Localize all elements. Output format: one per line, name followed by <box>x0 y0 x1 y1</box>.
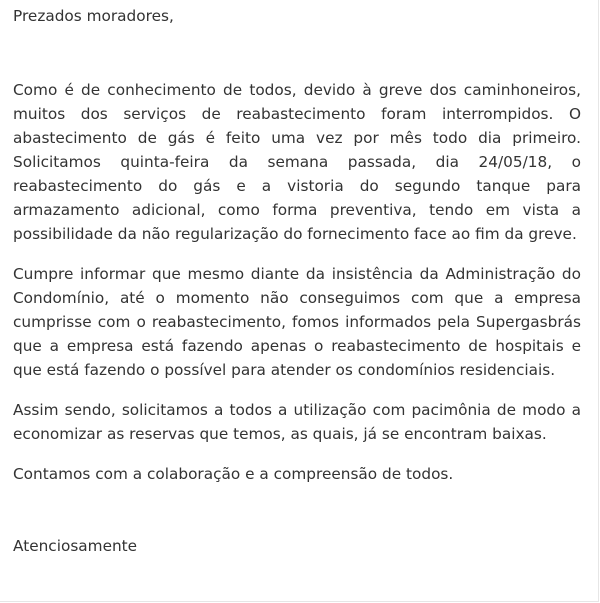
closing: Atenciosamente <box>13 537 138 555</box>
letter-body <box>13 0 581 558</box>
paragraph-administration: Cumpre informar que mesmo diante da insistência da Administração do Condomínio, até o momento não conseguimos com que a empresa cumprisse com o reabastecimento, fomos informados pela Supergasbrás que a empresa está fazendo apenas o reabastecimento de hospitais e que está fazendo o possível para atender os condomínios residenciais. <box>13 265 581 379</box>
paragraph-gas-supply: Como é de conhecimento de todos, devido à greve dos caminhoneiros, muitos dos serviços de reabastecimento foram interrompidos. O abastecimento de gás é feito uma vez por mês todo dia primeiro. Solicitamos quinta-feira da semana passada, dia 24/05/18, o reabastecimento do gás e a vistoria do segundo tanque para armazamento adicional, como forma preventiva, tendo em vista a possibilidade da não regularização do fornecimento face ao fim da greve. <box>13 81 581 243</box>
paragraph-request: Assim sendo, solicitamos a todos a utilização com pacimônia de modo a economizar as reservas que temos, as quais, já se encontram baixas. <box>13 401 581 443</box>
greeting: Prezados moradores, <box>13 7 174 25</box>
paragraph-thanks: Contamos com a colaboração e a compreensão de todos. <box>13 465 454 483</box>
